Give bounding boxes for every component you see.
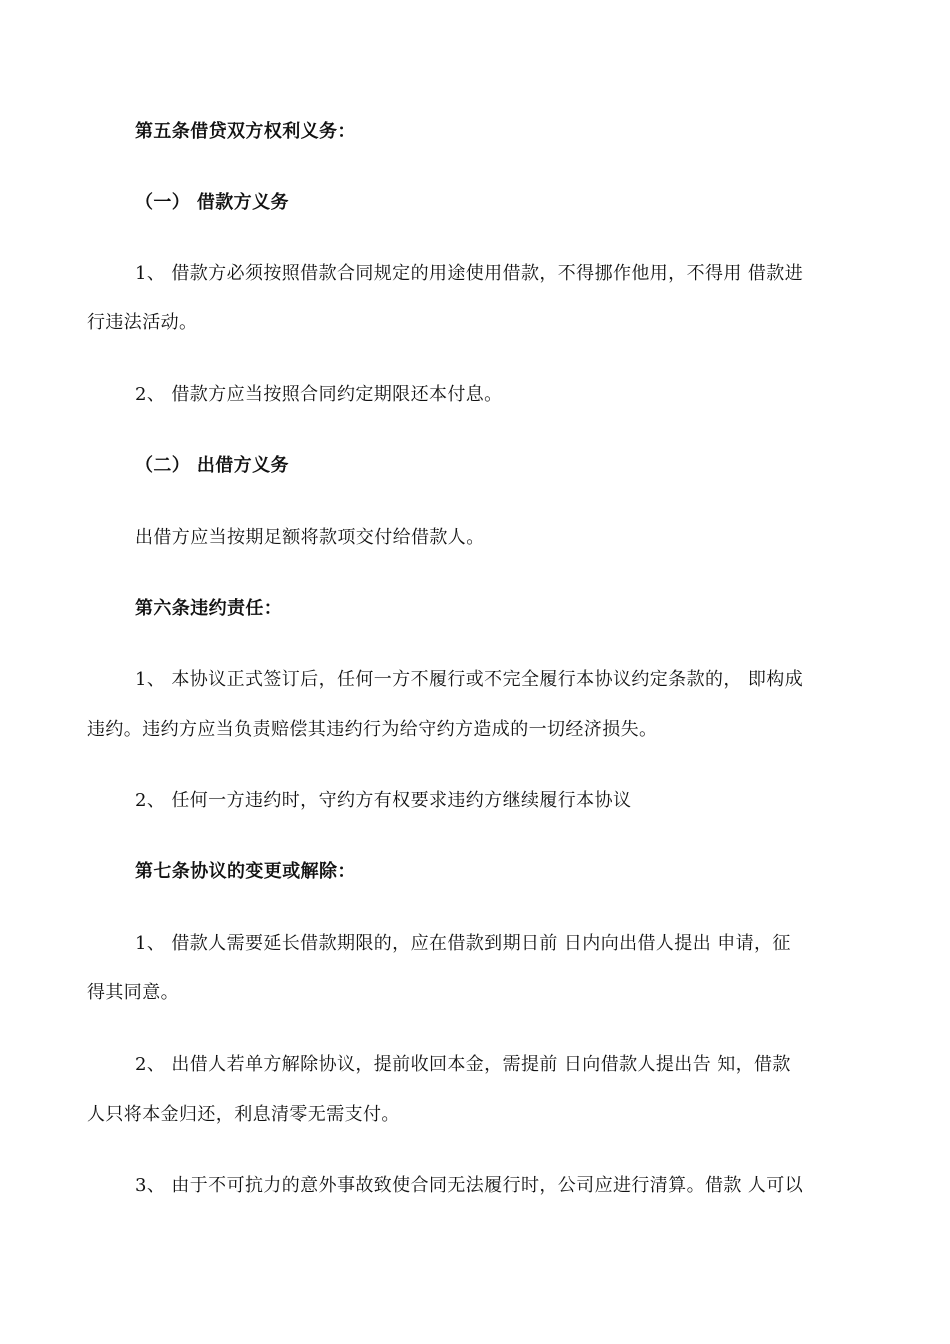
art7-item2-line1: 2、 出借人若单方解除协议，提前收回本金，需提前 日向借款人提出告 知，借款 [135, 1054, 791, 1075]
art7-item2-line2: 人只将本金归还，利息清零无需支付。 [87, 1104, 400, 1125]
sub2-text: 出借方应当按期足额将款项交付给借款人。 [135, 527, 485, 548]
art6-item1-line2: 违约。违约方应当负责赔偿其违约行为给守约方造成的一切经济损失。 [87, 719, 658, 740]
article-5-heading: 第五条借贷双方权利义务： [135, 121, 356, 142]
sub1-item1-line1: 1、 借款方必须按照借款合同规定的用途使用借款，不得挪作他用，不得用 借款进 [135, 263, 804, 284]
art6-item1-line1: 1、 本协议正式签订后，任何一方不履行或不完全履行本协议约定条款的， 即构成 [135, 669, 804, 690]
art7-item1-line1: 1、 借款人需要延长借款期限的，应在借款到期日前 日内向出借人提出 申请，征 [135, 933, 791, 954]
art7-item1-line2: 得其同意。 [87, 982, 179, 1003]
art7-item3-line1: 3、 由于不可抗力的意外事故致使合同无法履行时，公司应进行清算。借款 人可以 [135, 1175, 804, 1196]
sub1-item1-line2: 行违法活动。 [87, 312, 198, 333]
sub1-item2: 2、 借款方应当按照合同约定期限还本付息。 [135, 384, 503, 405]
subsection-2-heading: （二） 出借方义务 [135, 455, 289, 476]
article-7-heading: 第七条协议的变更或解除： [135, 861, 356, 882]
article-6-heading: 第六条违约责任： [135, 598, 283, 619]
art6-item2: 2、 任何一方违约时，守约方有权要求违约方继续履行本协议 [135, 790, 632, 811]
subsection-1-heading: （一） 借款方义务 [135, 192, 289, 213]
